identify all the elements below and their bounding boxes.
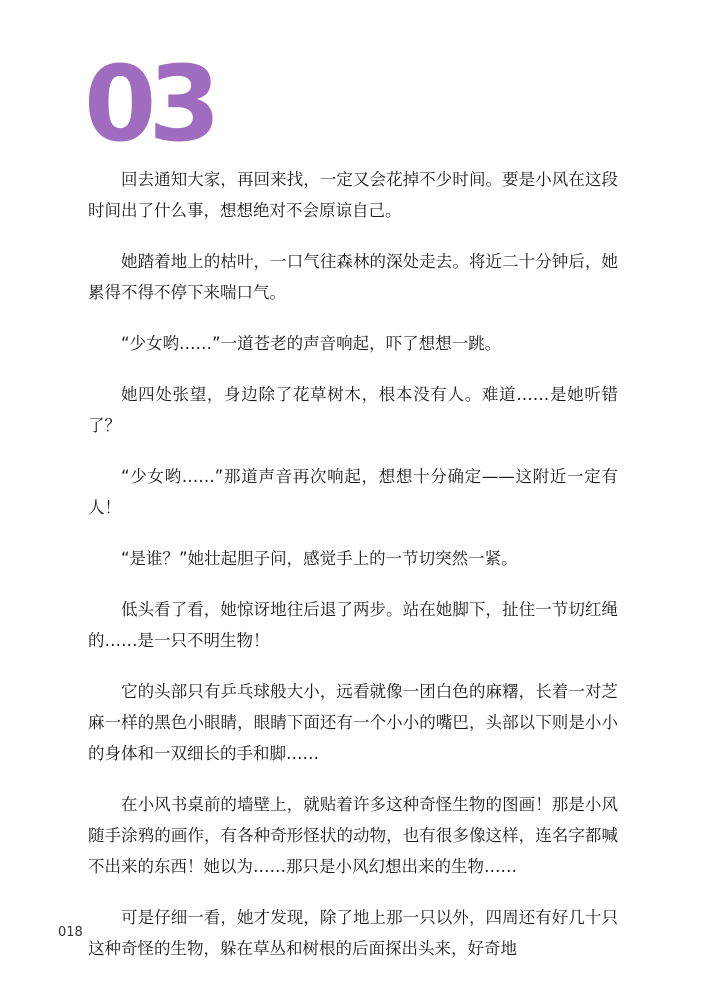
paragraph: 它的头部只有乒乓球般大小，远看就像一团白色的麻糬，长着一对芝麻一样的黑色小眼睛，眼睛下面还有一个小小的嘴巴，头部以下则是小小的身体和一双细长的手和脚……	[88, 682, 618, 763]
paragraph: “少女哟……”一道苍老的声音响起，吓了想想一跳。	[121, 334, 502, 353]
chapter-number: 03	[84, 43, 213, 165]
paragraph: “少女哟……”那道声音再次响起，想想十分确定——这附近一定有人！	[88, 467, 618, 517]
paragraph: 回去通知大家，再回来找，一定又会花掉不少时间。要是小风在这段时间出了什么事，想想绝对不会原谅自己。	[88, 170, 618, 220]
paragraph: “是谁？”她壮起胆子问，感觉手上的一节切突然一紧。	[121, 549, 518, 568]
paragraph: 可是仔细一看，她才发现，除了地上那一只以外，四周还有好几十只这种奇怪的生物，躲在草丛和树根的后面探出头来，好奇地	[88, 908, 618, 958]
paragraph: 她踏着地上的枯叶，一口气往森林的深处走去。将近二十分钟后，她累得不得不停下来喘口气。	[88, 252, 618, 302]
paragraph: 在小风书桌前的墙壁上，就贴着许多这种奇怪生物的图画！那是小风随手涂鸦的画作，有各种奇形怪状的动物，也有很多像这样，连名字都喊不出来的东西！她以为……那只是小风幻想出来的生物……	[88, 795, 618, 876]
paragraph: 低头看了看，她惊讶地往后退了两步。站在她脚下，扯住一节切红绳的……是一只不明生物！	[88, 600, 618, 650]
body-text	[88, 164, 618, 984]
page-number: 018	[58, 925, 83, 940]
paragraph: 她四处张望，身边除了花草树木，根本没有人。难道……是她听错了？	[88, 385, 618, 435]
